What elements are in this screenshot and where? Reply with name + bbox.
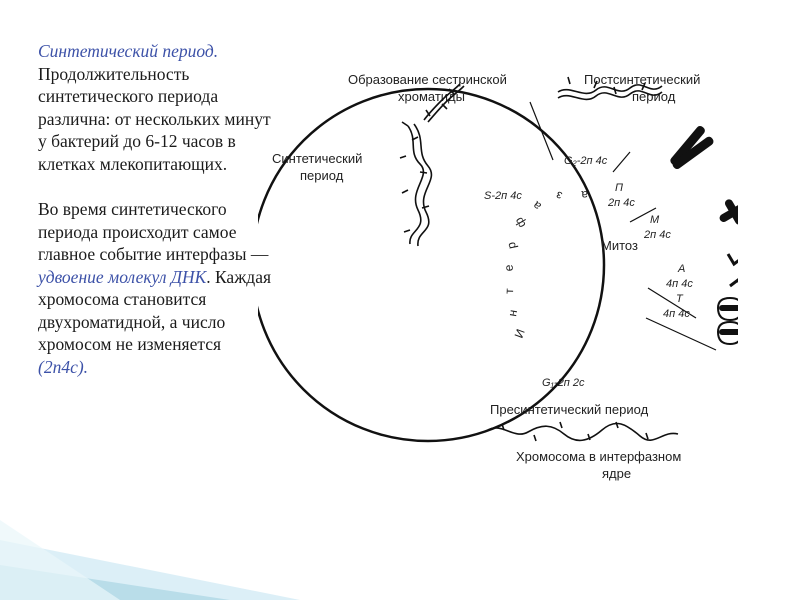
label-postsynthetic-2: период <box>632 89 676 104</box>
label-interphase-8: з <box>554 188 565 204</box>
label-interphase-9: а <box>581 188 588 202</box>
label-sister-chromatid-2: хроматиды <box>398 89 465 104</box>
dna-doubling-highlight: удвоение молекул ДНК <box>38 266 207 287</box>
label-a-value: 4п 4с <box>666 278 693 290</box>
label-synthetic-2: период <box>300 168 344 183</box>
anaphase-chromosomes <box>728 254 738 290</box>
label-postsynthetic-1: Постсинтетический <box>584 72 701 87</box>
presynthetic-chromatin-strand <box>488 422 678 441</box>
paragraph-dna-doubling <box>38 198 273 378</box>
label-synthetic-1: Синтетический <box>272 151 363 166</box>
label-p-phase: П <box>615 182 623 194</box>
prophase-chromosome <box>667 124 717 178</box>
label-interphase-2: н <box>505 308 521 318</box>
label-interphase-4: е <box>501 264 516 272</box>
label-s: S-2п 4с <box>484 190 522 202</box>
dna-doubling-text-1: Во время синтетического периода происходит самое главное событие интерфазы — <box>38 199 269 264</box>
synthetic-period-body: Продолжительность синтетического периода различна: от нескольких минут у бактерий до 6-12 часов в клетках млекопитающих. <box>38 63 271 174</box>
label-chromosome-2: ядре <box>602 466 632 481</box>
dna-doubling-text-2: . Каждая хромосома становится двухроматидной, а число хромосом не изменяется <box>38 266 272 354</box>
paragraph-synthetic-period <box>38 40 273 175</box>
label-interphase-7: а <box>529 198 544 214</box>
label-interphase-6: ф <box>511 214 529 231</box>
label-p-value: 2п 4с <box>608 197 635 209</box>
label-interphase-3: т <box>502 288 517 295</box>
sector-line-g2 <box>530 102 553 160</box>
label-interphase-5: р <box>503 240 519 251</box>
label-a-phase: А <box>678 263 686 275</box>
corner-decoration <box>0 510 300 600</box>
label-t-value: 4п 4с <box>663 308 690 320</box>
slide-text <box>38 40 273 378</box>
label-g1: G₁-2п 2с <box>542 377 585 389</box>
label-m-value: 2п 4с <box>644 229 671 241</box>
label-chromosome-1: Хромосома в интерфазном <box>516 449 682 464</box>
sector-line-t <box>646 318 716 350</box>
synthetic-period-heading: Синтетический период. <box>38 41 219 61</box>
telophase-cell <box>718 298 738 344</box>
synthetic-chromatin-strand <box>400 122 431 246</box>
metaphase-chromosome <box>713 192 738 232</box>
label-mitosis: Митоз <box>601 238 638 253</box>
label-t-phase: Т <box>676 293 683 305</box>
label-interphase-1: И <box>511 327 528 341</box>
sector-line-p <box>613 152 630 172</box>
chromosome-formula: (2п4с). <box>38 356 89 377</box>
label-m-phase: М <box>650 214 660 226</box>
label-g2: G₂-2п 4с <box>564 155 608 167</box>
label-sister-chromatid-1: Образование сестринской <box>348 72 507 87</box>
label-presynthetic: Пресинтетический период <box>490 402 649 417</box>
cell-cycle-diagram <box>258 60 738 490</box>
